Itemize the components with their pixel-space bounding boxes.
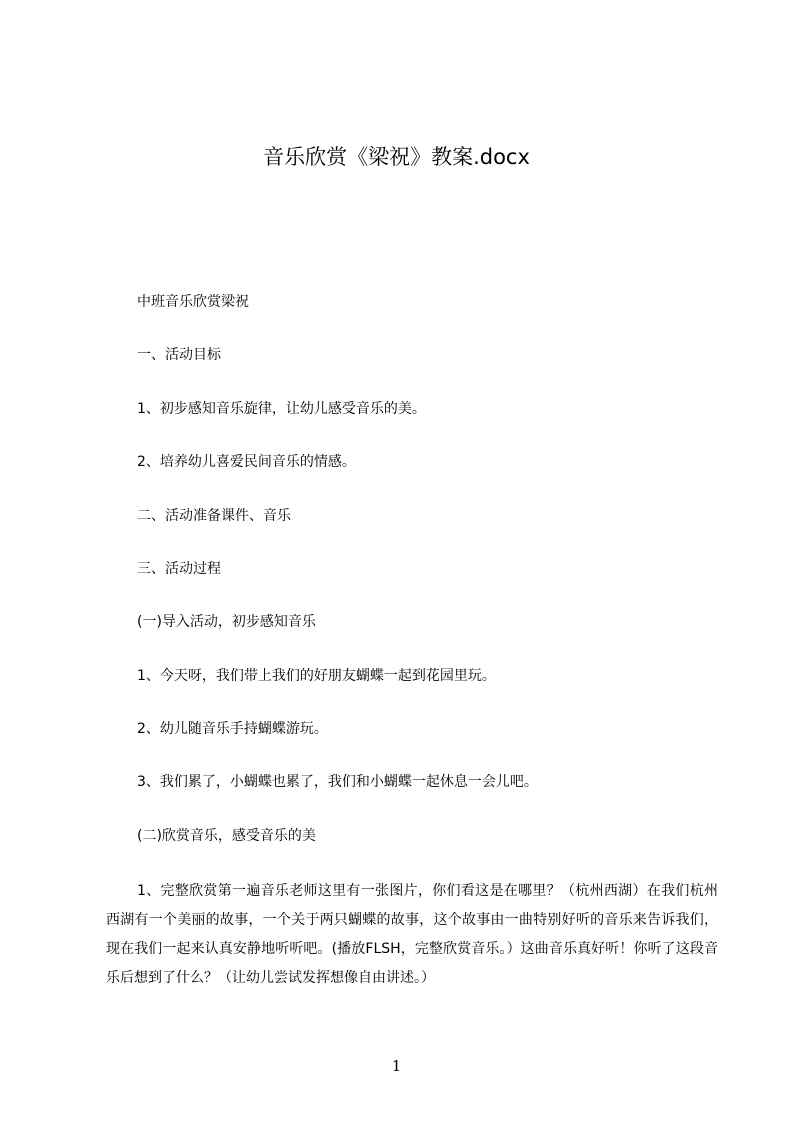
paragraph-section-process: 三、活动过程 <box>137 561 221 577</box>
paragraph-section-goals: 一、活动目标 <box>137 347 221 363</box>
page-number: 1 <box>391 1057 402 1075</box>
document-title: 音乐欣赏《梁祝》教案.docx <box>263 145 530 169</box>
paragraph-body-text: 1、完整欣赏第一遍音乐老师这里有一张图片，你们看这是在哪里？（杭州西湖）在我们杭州西湖有一个美丽的故事，一个关于两只蝴蝶的故事，这个故事由一曲特别好听的音乐来告诉我们，现在我们一起来认真安静地听听吧。(播放FLSH，完整欣赏音乐。）这曲音乐真好听！你听了这段音乐后想到了什么？（让幼儿尝试发挥想像自由讲述。） <box>106 883 718 986</box>
paragraph-step-2: 2、幼儿随音乐手持蝴蝶游玩。 <box>137 721 328 737</box>
paragraph-class-title: 中班音乐欣赏梁祝 <box>137 294 249 310</box>
paragraph-step-1: 1、今天呀，我们带上我们的好朋友蝴蝶一起到花园里玩。 <box>137 668 496 684</box>
paragraph-subsection-1: (一)导入活动，初步感知音乐 <box>137 614 316 630</box>
paragraph-step-3: 3、我们累了，小蝴蝶也累了，我们和小蝴蝶一起休息一会儿吧。 <box>137 774 538 790</box>
paragraph-goal-2: 2、培养幼儿喜爱民间音乐的情感。 <box>137 454 356 470</box>
paragraph-section-preparation: 二、活动准备课件、音乐 <box>137 508 291 524</box>
paragraph-subsection-2: (二)欣赏音乐，感受音乐的美 <box>137 828 316 844</box>
paragraph-goal-1: 1、初步感知音乐旋律，让幼儿感受音乐的美。 <box>137 401 426 417</box>
